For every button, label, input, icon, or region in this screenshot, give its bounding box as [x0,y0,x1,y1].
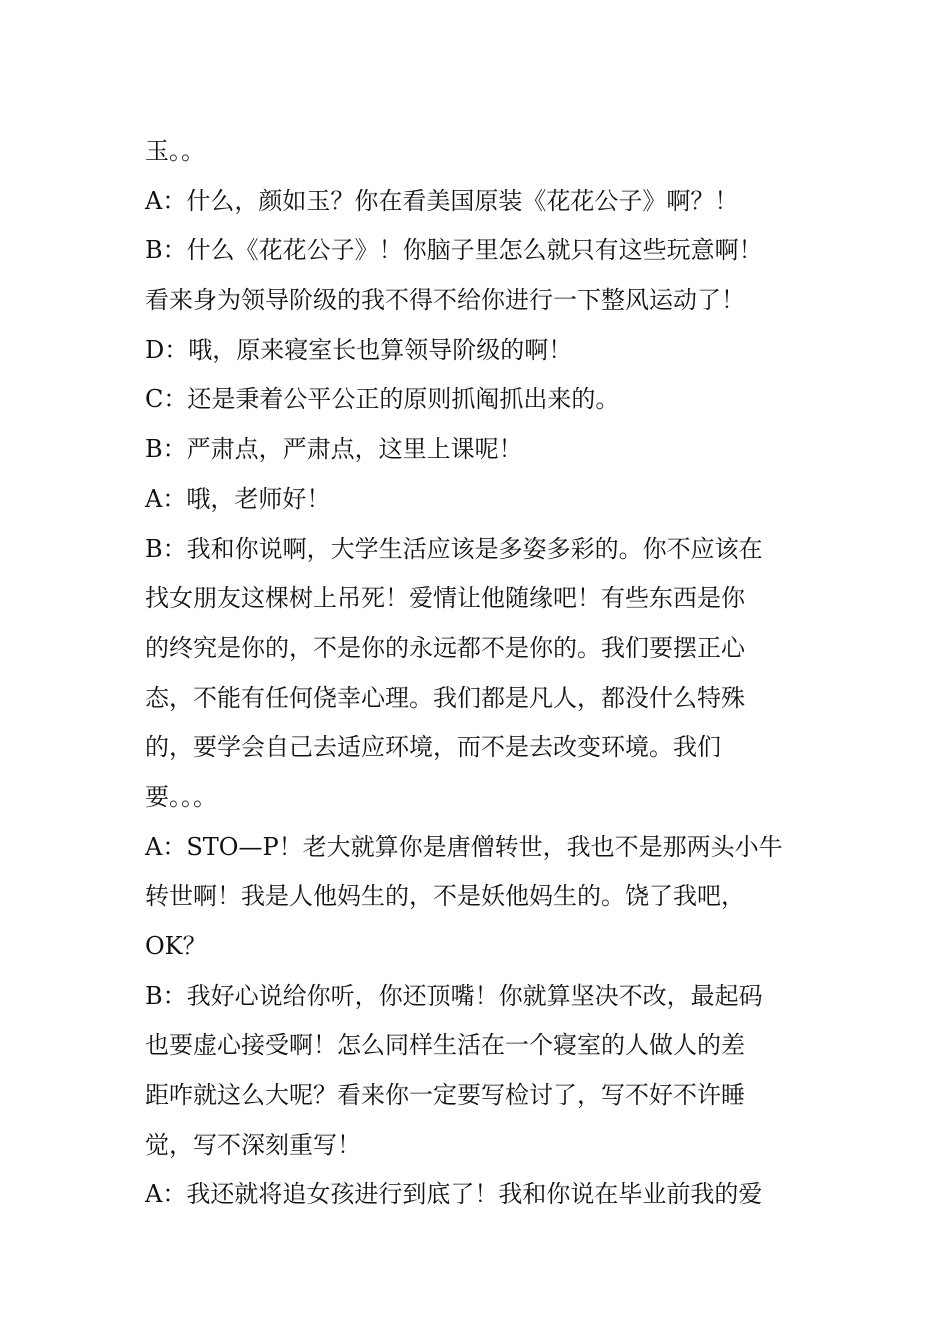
text-line: 玉。。 [145,137,205,165]
text-line: 也要虚心接受啊！怎么同样生活在一个寝室的人做人的差 [145,1031,745,1060]
document-body [145,127,815,1220]
text-line: B：我和你说啊，大学生活应该是多姿多彩的。你不应该在 [145,534,763,563]
text-line: A：什么，颜如玉？你在看美国原装《花花公子》啊？！ [145,186,739,215]
text-line: 要。。。 [145,782,217,811]
text-line: 觉，写不深刻重写！ [145,1130,361,1159]
text-line: A：哦，老师好！ [145,484,331,513]
text-line: B：严肃点，严肃点，这里上课呢！ [145,435,523,464]
text-line: 找女朋友这棵树上吊死！爱情让他随缘吧！有些东西是你 [145,584,745,613]
text-line: 态，不能有任何侥幸心理。我们都是凡人，都没什么特殊 [145,683,745,712]
text-line: 距咋就这么大呢？看来你一定要写检讨了，写不好不许睡 [145,1081,745,1110]
text-line: A：我还就将追女孩进行到底了！我和你说在毕业前我的爱 [145,1180,763,1209]
text-line: 看来身为领导阶级的我不得不给你进行一下整风运动了！ [145,286,745,315]
text-line: B：什么《花花公子》！你脑子里怎么就只有这些玩意啊！ [145,236,763,265]
text-line: 转世啊！我是人他妈生的，不是妖他妈生的。饶了我吧， [145,882,745,911]
text-line: C：还是秉着公平公正的原则抓阄抓出来的。 [145,385,620,414]
text-line: D：哦，原来寝室长也算领导阶级的啊！ [145,335,573,364]
text-line: A：STO—P！老大就算你是唐僧转世，我也不是那两头小牛 [145,832,783,861]
text-line: OK？ [145,932,207,960]
text-line: B：我好心说给你听，你还顶嘴！你就算坚决不改，最起码 [145,981,763,1010]
text-line: 的，要学会自己去适应环境，而不是去改变环境。我们 [145,733,721,762]
text-line: 的终究是你的，不是你的永远都不是你的。我们要摆正心 [145,633,745,662]
